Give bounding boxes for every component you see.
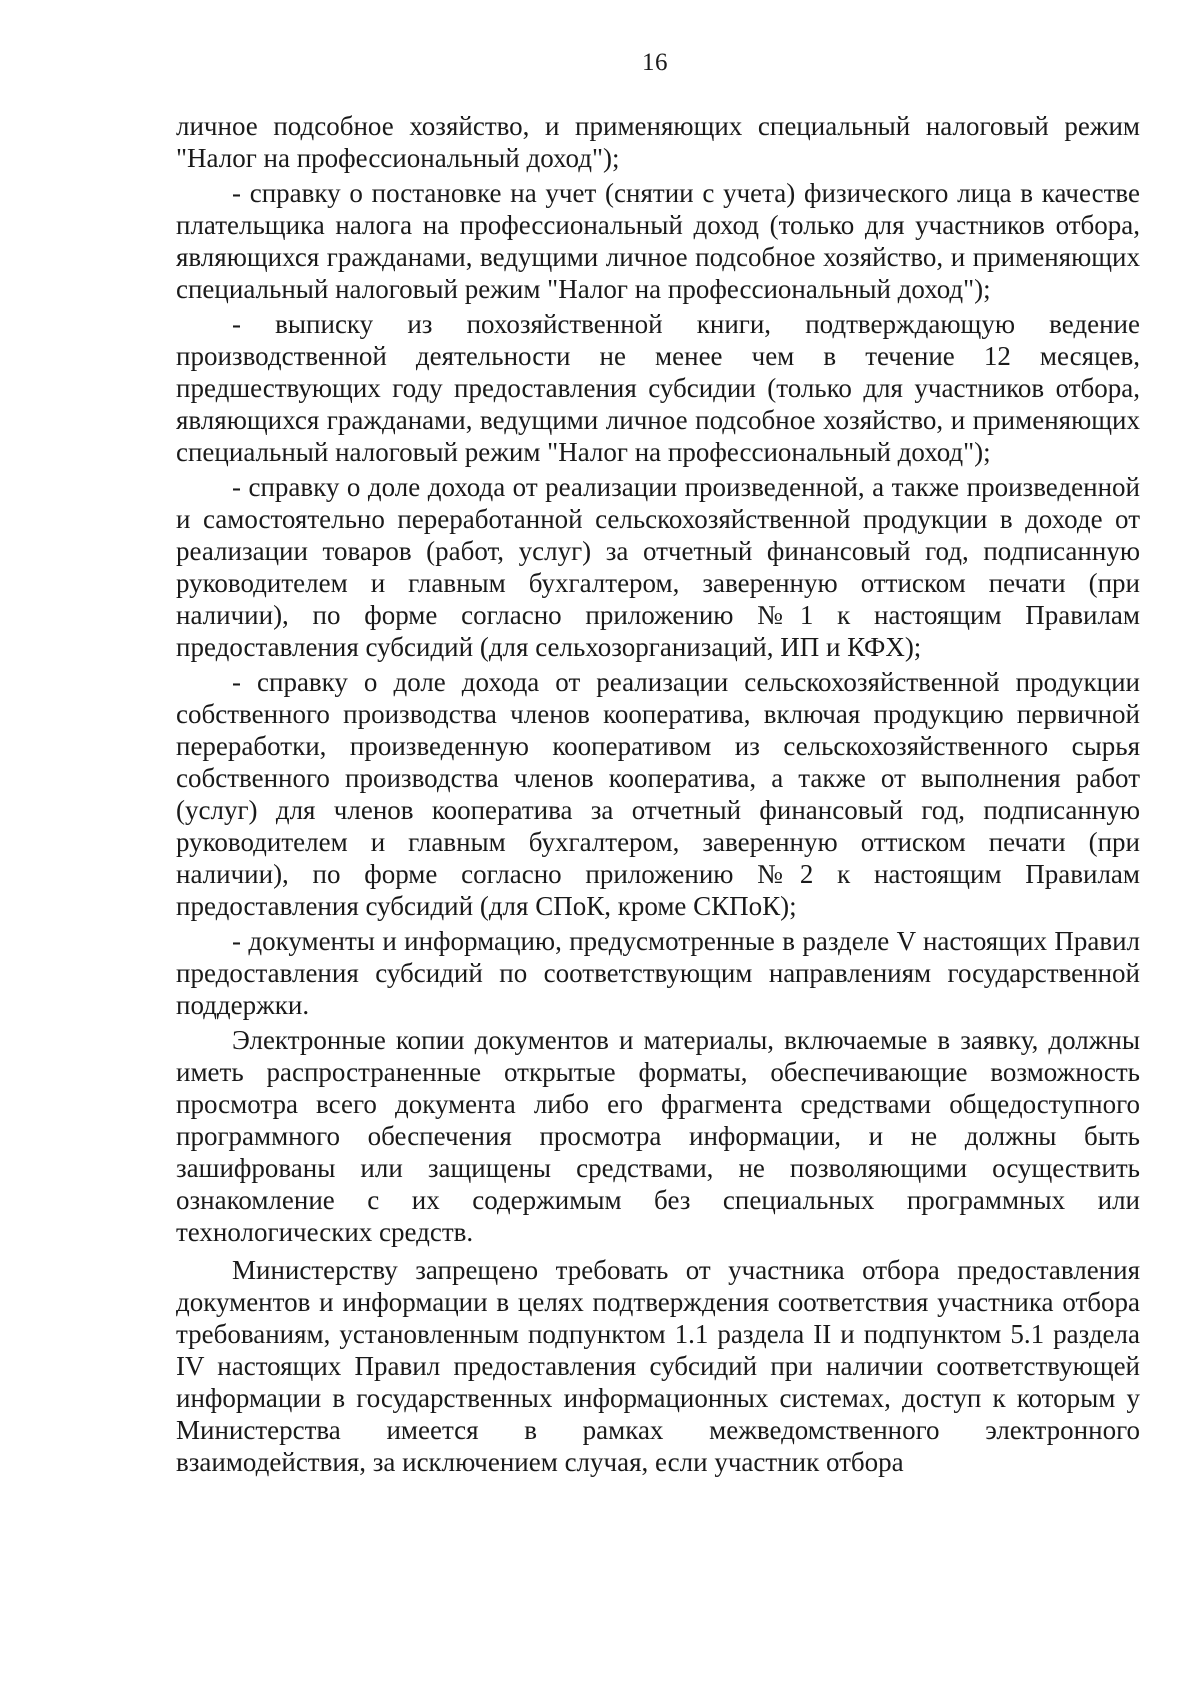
paragraph-ministry-prohibition: Министерству запрещено требовать от участника отбора предоставления документов и информации в целях подтверждения соответствия участника отбора требованиям, установленным подпунктом 1.1 раздела II и подпунктом 5.1 раздела IV настоящих Правил предоставления субсидий при наличии соответствующей информации в государственных информационных системах, доступ к которым у Министерства имеется в рамках межведомственного электронного взаимодействия, за исключением случая, если участник отбора [176,1255,1140,1477]
paragraph-cooperative-income-certificate: - справку о доле дохода от реализации сельскохозяйственной продукции собственного производства членов кооператива, включая продукцию первичной переработки, произведенную кооперативом из сельскохозяйственного сырья собственного производства членов кооператива, а также от выполнения работ (услуг) для членов кооператива за отчетный финансовый год, подписанную руководителем и главным бухгалтером, заверенную оттиском печати (при наличии), по форме согласно приложению №2 к настоящим Правилам предоставления субсидий (для СПоК, кроме СКПоК); [176,667,1140,921]
paragraph-continuation: личное подсобное хозяйство, и применяющих специальный налоговый режим "Налог на профессиональный доход"); [176,111,1140,173]
paragraph-income-share-certificate: - справку о доле дохода от реализации произведенной, а также произведенной и самостоятельно переработанной сельскохозяйственной продукции в доходе от реализации товаров (работ, услуг) за отчетный финансовый год, подписанную руководителем и главным бухгалтером, заверенную оттиском печати (при наличии), по форме согласно приложению №1 к настоящим Правилам предоставления субсидий (для сельхозорганизаций, ИП и КФХ); [176,472,1140,662]
paragraph-section-v-documents: - документы и информацию, предусмотренные в разделе V настоящих Правил предоставления субсидий по соответствующим направлениям государственной поддержки. [176,926,1140,1020]
paragraph-taxpayer-certificate: - справку о постановке на учет (снятии с учета) физического лица в качестве плательщика налога на профессиональный доход (только для участников отбора, являющихся гражданами, ведущими личное подсобное хозяйство, и применяющих специальный налоговый режим "Налог на профессиональный доход"); [176,178,1140,304]
paragraph-electronic-copies: Электронные копии документов и материалы, включаемые в заявку, должны иметь распространенные открытые форматы, обеспечивающие возможность просмотра всего документа либо его фрагмента средствами общедоступного программного обеспечения просмотра информации, и не должны быть зашифрованы или защищены средствами, не позволяющими осуществить ознакомление с их содержимым без специальных программных или технологических средств. [176,1025,1140,1247]
paragraph-household-book-extract: - выписку из похозяйственной книги, подтверждающую ведение производственной деятельности не менее чем в течение 12 месяцев, предшествующих году предоставления субсидии (только для участников отбора, являющихся гражданами, ведущими личное подсобное хозяйство, и применяющих специальный налоговый режим "Налог на профессиональный доход"); [176,309,1140,467]
document-body [176,110,1140,1478]
page-number: 16 [642,49,668,76]
